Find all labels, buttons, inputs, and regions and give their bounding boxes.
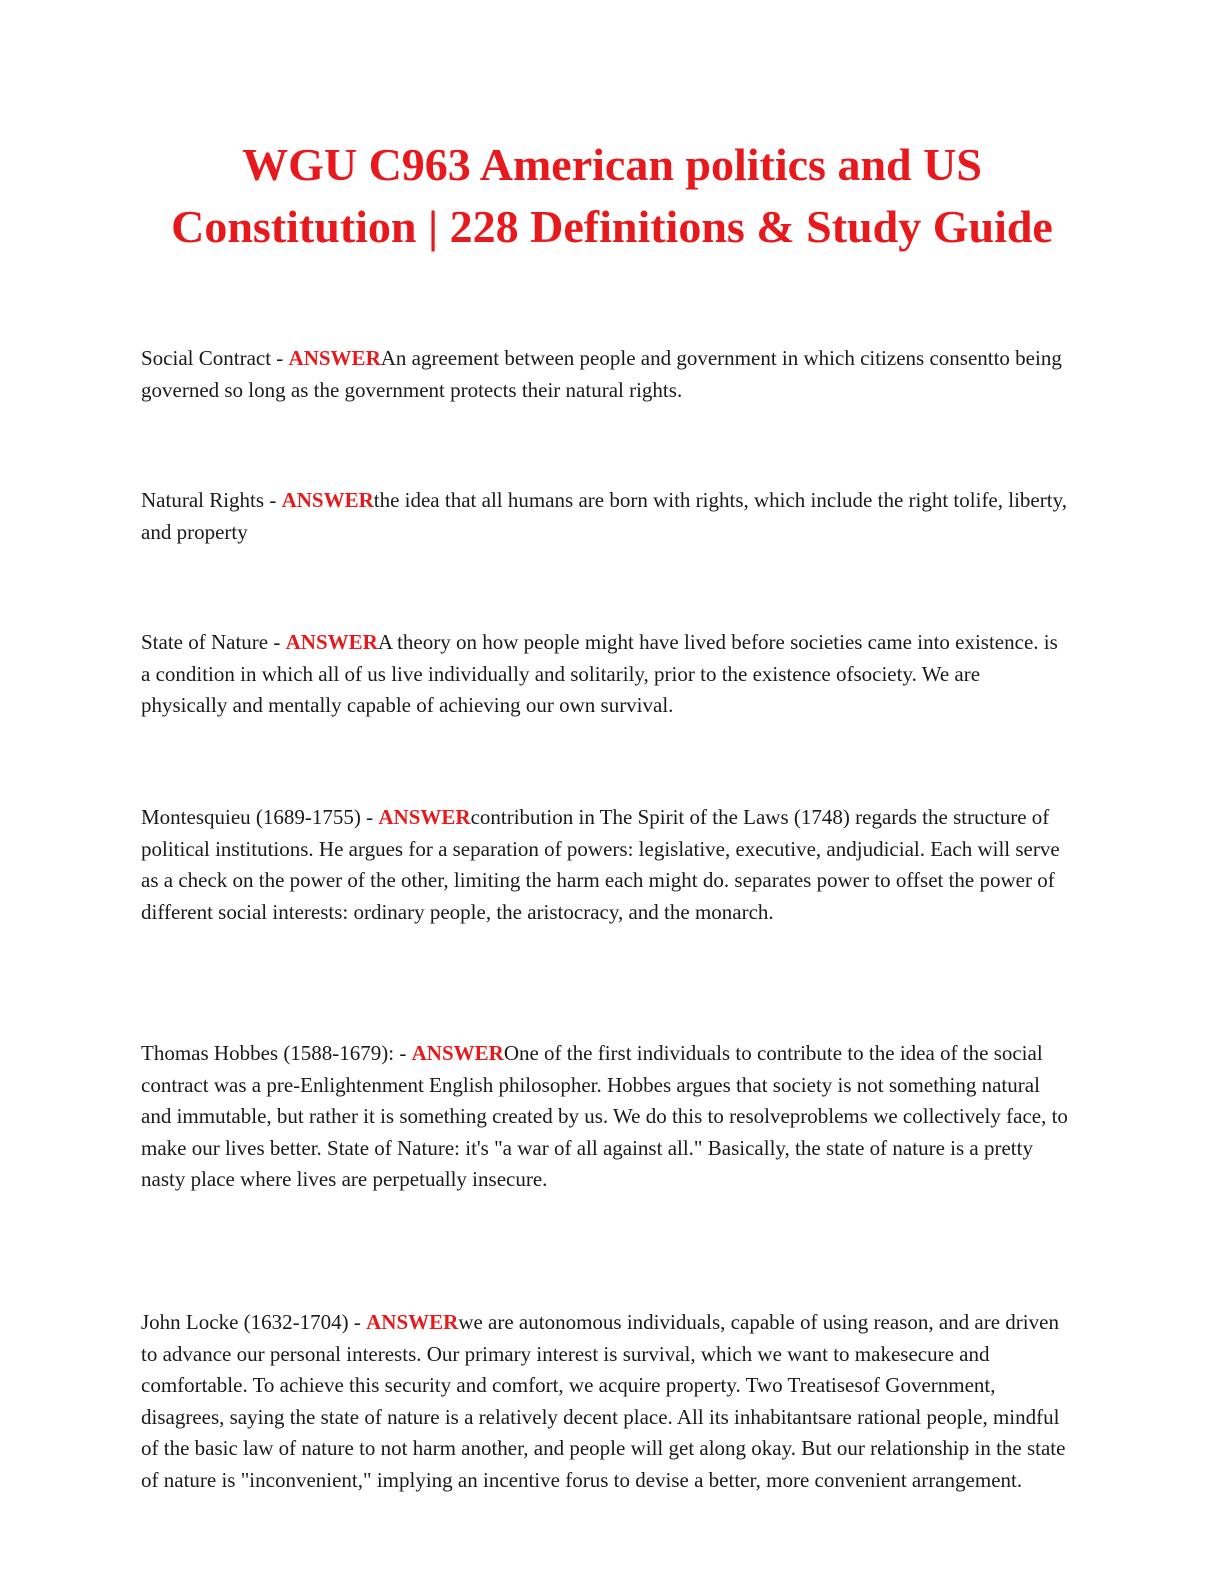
entry-term: Social Contract - [141,346,289,370]
entry-definition: A theory on how people might have lived before societies came into existence. is a condition in which all of us live individually and solitarily, prior to the existence ofsociety. We are physically and mentally capable of achieving our own survival. [141,630,1058,717]
definition-entry [141,1307,1071,1496]
definition-entry [141,627,1071,722]
page-title [100,134,1124,258]
answer-tag: ANSWER [411,1041,504,1065]
entry-term: John Locke (1632-1704) - [141,1310,367,1334]
entry-term: Montesquieu (1689-1755) - [141,805,379,829]
entry-term: Natural Rights - [141,488,282,512]
definition-entry [141,802,1071,928]
entry-term: Thomas Hobbes (1588-1679): - [141,1041,412,1065]
entry-definition: contribution in The Spirit of the Laws (1748) regards the structure of political institutions. He argues for a separation of powers: legislative, executive, andjudicial. Each will serve as a check on the power of the other, limiting the harm each might do. separates power to offset the power of different social interests: ordinary people, the aristocracy, and the monarch. [141,805,1060,924]
answer-tag: ANSWER [288,346,381,370]
entry-definition: the idea that all humans are born with rights, which include the right tolife, liberty, and property [141,488,1067,544]
entry-definition: we are autonomous individuals, capable of using reason, and are driven to advance our personal interests. Our primary interest is survival, which we want to makesecure and comfortable. To achieve this security and comfort, we acquire property. Two Treatisesof Government, disagrees, saying the state of nature is a relatively decent place. All its inhabitantsare rational people, mindful of the basic law of nature to not harm another, and people will get along okay. But our relationship in the state of nature is "inconvenient," implying an incentive forus to devise a better, more convenient arrangement. [141,1310,1066,1492]
entry-definition: An agreement between people and government in which citizens consentto being governed so long as the government protects their natural rights. [141,346,1062,402]
title-line-2: Constitution | 228 Definitions & Study Guide [171,201,1053,252]
answer-tag: ANSWER [366,1310,459,1334]
entry-term: State of Nature - [141,630,286,654]
entry-definition: One of the first individuals to contribute to the idea of the social contract was a pre-Enlightenment English philosopher. Hobbes argues that society is not something natural and immutable, but rather it is something created by us. We do this to resolveproblems we collectively face, to make our lives better. State of Nature: it's "a war of all against all." Basically, the state of nature is a pretty nasty place where lives are perpetually insecure. [141,1041,1068,1191]
answer-tag: ANSWER [285,630,378,654]
definition-entry [141,343,1071,406]
definition-entry [141,1038,1071,1196]
answer-tag: ANSWER [281,488,374,512]
definition-entry [141,485,1071,548]
title-line-1: WGU C963 American politics and US [242,139,982,190]
answer-tag: ANSWER [378,805,471,829]
